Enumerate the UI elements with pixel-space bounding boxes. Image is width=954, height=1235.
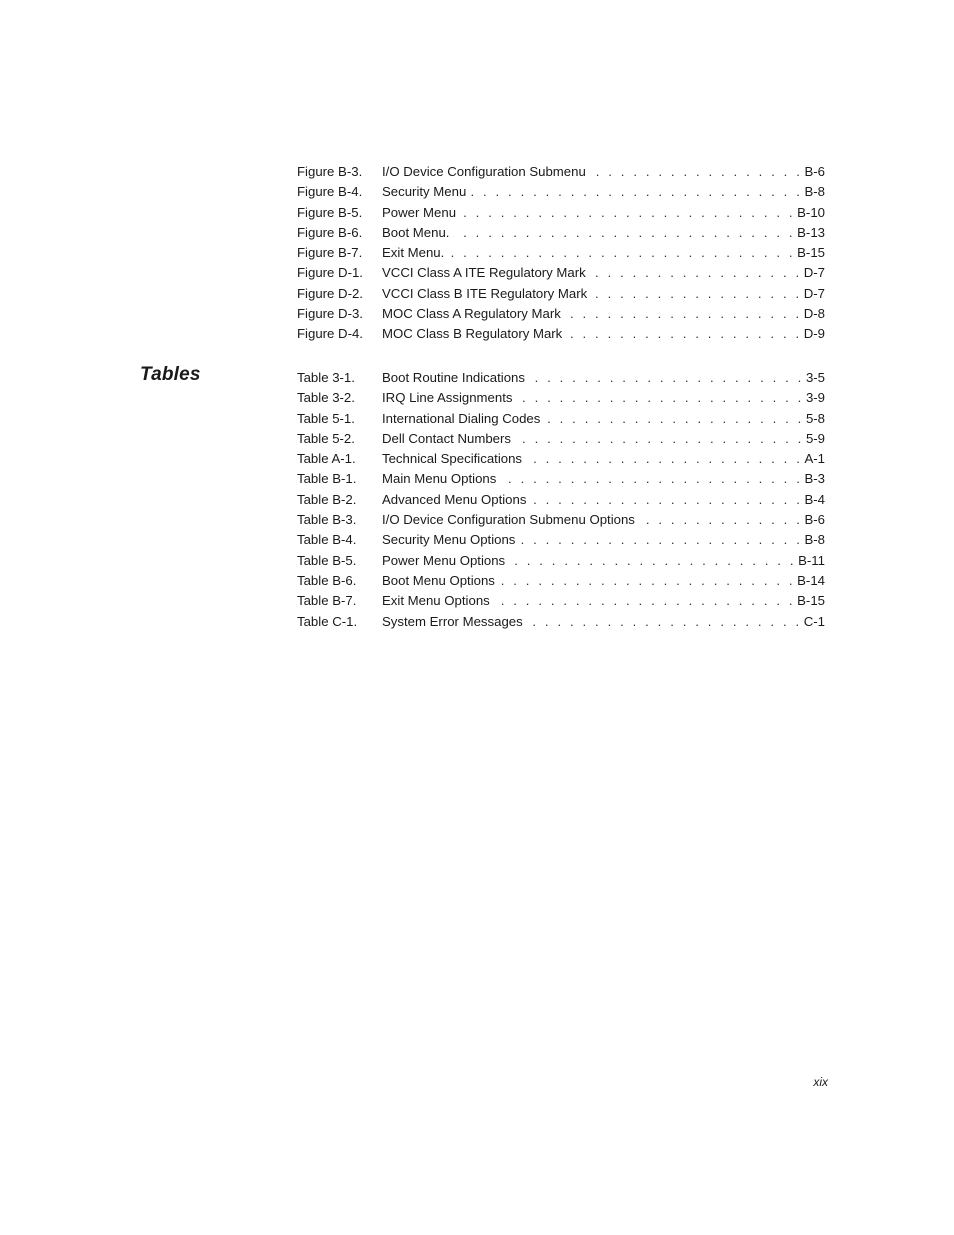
entry-title: VCCI Class A ITE Regulatory Mark bbox=[382, 265, 586, 281]
dot-leader bbox=[516, 388, 803, 408]
entry-page: 3-5 bbox=[805, 370, 825, 385]
entry-number: Figure B-5. bbox=[297, 204, 363, 220]
entry-title: Technical Specifications bbox=[382, 451, 523, 467]
entry-page: D-7 bbox=[803, 265, 825, 281]
entry-page: B-15 bbox=[797, 245, 825, 261]
dot-leader bbox=[460, 203, 795, 223]
entry-page: 5-9 bbox=[805, 430, 825, 446]
entry-number: Figure B-4. bbox=[297, 184, 363, 200]
entry-number: Figure D-4. bbox=[297, 326, 363, 342]
table-entry[interactable] bbox=[297, 469, 825, 489]
entry-number: Table 5-2. bbox=[297, 430, 355, 446]
entry-number: Figure D-1. bbox=[297, 265, 363, 281]
table-entry[interactable] bbox=[297, 449, 825, 469]
figure-entry[interactable] bbox=[297, 203, 825, 223]
figure-entry[interactable] bbox=[297, 284, 825, 304]
entry-page: 3-9 bbox=[805, 390, 825, 406]
tables-list bbox=[297, 368, 825, 632]
dot-leader bbox=[494, 591, 795, 611]
entry-page: C-1 bbox=[803, 613, 825, 629]
entry-page: B-6 bbox=[804, 164, 825, 179]
entry-page: B-3 bbox=[804, 471, 825, 487]
figure-entry[interactable] bbox=[297, 182, 825, 202]
dot-leader bbox=[639, 510, 803, 530]
entry-title: Exit Menu Options bbox=[382, 593, 490, 609]
entry-title: Security Menu Options bbox=[382, 532, 516, 548]
entry-number: Table 3-2. bbox=[297, 390, 355, 406]
entry-page: B-8 bbox=[804, 184, 825, 200]
entry-number: Table B-3. bbox=[297, 512, 357, 528]
dot-leader bbox=[544, 409, 804, 429]
dot-leader bbox=[529, 368, 804, 388]
entry-title: IRQ Line Assignments bbox=[382, 390, 513, 406]
entry-number: Table B-2. bbox=[297, 491, 357, 507]
table-entry[interactable] bbox=[297, 551, 825, 571]
entry-page: B-4 bbox=[804, 491, 825, 507]
entry-number: Table 3-1. bbox=[297, 370, 355, 385]
table-entry[interactable] bbox=[297, 510, 825, 530]
entry-page: B-15 bbox=[797, 593, 825, 609]
entry-page: B-11 bbox=[798, 552, 825, 568]
entry-title: Dell Contact Numbers bbox=[382, 430, 511, 446]
entry-page: B-13 bbox=[797, 224, 825, 240]
entry-number: Figure B-7. bbox=[297, 245, 363, 261]
entry-number: Figure B-3. bbox=[297, 164, 363, 179]
dot-leader bbox=[509, 551, 796, 571]
entry-title: System Error Messages bbox=[382, 613, 523, 629]
table-entry[interactable] bbox=[297, 571, 825, 591]
entry-title: I/O Device Configuration Submenu bbox=[382, 164, 586, 179]
entry-page: D-8 bbox=[803, 306, 825, 322]
table-entry[interactable] bbox=[297, 368, 825, 388]
dot-leader bbox=[526, 449, 802, 469]
entry-page: D-9 bbox=[803, 326, 825, 342]
dot-leader bbox=[590, 263, 802, 283]
entry-title: Main Menu Options bbox=[382, 471, 497, 487]
figure-entry[interactable] bbox=[297, 223, 825, 243]
dot-leader bbox=[448, 243, 795, 263]
figure-entry[interactable] bbox=[297, 243, 825, 263]
dot-leader bbox=[519, 530, 802, 550]
entry-number: Table C-1. bbox=[297, 613, 358, 629]
table-entry[interactable] bbox=[297, 490, 825, 510]
entry-title: Boot Menu Options bbox=[382, 572, 495, 588]
figure-entry[interactable] bbox=[297, 324, 825, 344]
entry-page: B-14 bbox=[797, 572, 825, 588]
entry-number: Table A-1. bbox=[297, 451, 356, 467]
table-entry[interactable] bbox=[297, 612, 825, 632]
entry-page: B-10 bbox=[797, 204, 825, 220]
entry-page: D-7 bbox=[803, 285, 825, 301]
entry-title: VCCI Class B ITE Regulatory Mark bbox=[382, 285, 588, 301]
entry-number: Table B-1. bbox=[297, 471, 357, 487]
entry-page: B-8 bbox=[804, 532, 825, 548]
dot-leader bbox=[591, 284, 802, 304]
table-entry[interactable] bbox=[297, 409, 825, 429]
table-entry[interactable] bbox=[297, 530, 825, 550]
entry-title: MOC Class A Regulatory Mark bbox=[382, 306, 561, 322]
table-entry[interactable] bbox=[297, 429, 825, 449]
entry-title: Boot Menu. bbox=[382, 224, 450, 240]
figure-entry[interactable] bbox=[297, 304, 825, 324]
entry-number: Figure D-2. bbox=[297, 285, 363, 301]
dot-leader bbox=[566, 324, 801, 344]
tables-section-heading: Tables bbox=[140, 364, 201, 385]
entry-number: Table B-4. bbox=[297, 532, 357, 548]
dot-leader bbox=[470, 182, 802, 202]
entry-number: Table 5-1. bbox=[297, 410, 355, 426]
dot-leader bbox=[590, 162, 803, 182]
entry-page: A-1 bbox=[804, 451, 825, 467]
table-entry[interactable] bbox=[297, 388, 825, 408]
dot-leader bbox=[500, 469, 802, 489]
dot-leader bbox=[515, 429, 804, 449]
entry-title: Advanced Menu Options bbox=[382, 491, 527, 507]
dot-leader bbox=[530, 490, 802, 510]
entry-title: Boot Routine Indications bbox=[382, 370, 525, 385]
entry-title: Security Menu bbox=[382, 184, 467, 200]
entry-number: Figure B-6. bbox=[297, 224, 363, 240]
figure-entry[interactable] bbox=[297, 162, 825, 182]
dot-leader bbox=[565, 304, 802, 324]
dot-leader bbox=[453, 223, 795, 243]
dot-leader bbox=[499, 571, 795, 591]
dot-leader bbox=[527, 612, 802, 632]
table-entry[interactable] bbox=[297, 591, 825, 611]
entry-number: Figure D-3. bbox=[297, 306, 363, 322]
page-number: xix bbox=[813, 1075, 828, 1089]
entry-page: B-6 bbox=[804, 512, 825, 528]
entry-page: 5-8 bbox=[805, 410, 825, 426]
entry-number: Table B-5. bbox=[297, 552, 357, 568]
figure-entry[interactable] bbox=[297, 263, 825, 283]
entry-title: MOC Class B Regulatory Mark bbox=[382, 326, 563, 342]
entry-title: Exit Menu. bbox=[382, 245, 445, 261]
entry-number: Table B-7. bbox=[297, 593, 357, 609]
entry-title: I/O Device Configuration Submenu Options bbox=[382, 512, 635, 528]
entry-title: International Dialing Codes bbox=[382, 410, 541, 426]
entry-title: Power Menu bbox=[382, 204, 457, 220]
entry-title: Power Menu Options bbox=[382, 552, 506, 568]
entry-number: Table B-6. bbox=[297, 572, 357, 588]
figures-list bbox=[297, 162, 825, 345]
